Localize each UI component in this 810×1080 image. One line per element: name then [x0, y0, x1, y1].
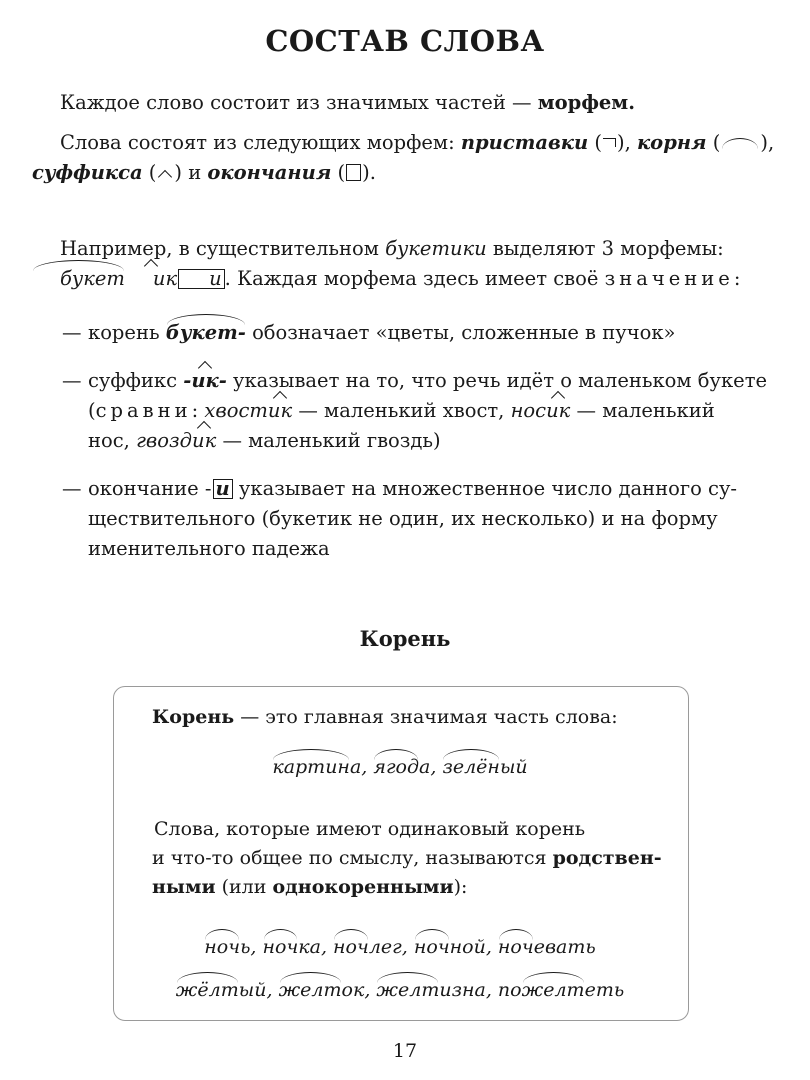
para-line: Слова, которые имеют одинаковый корень [154, 818, 586, 840]
and-word: и [188, 161, 202, 184]
word [333, 936, 408, 958]
word-root: желт [376, 976, 439, 1005]
list-item-suffix: — суффикс -ик- указывает на то, что речь идёт о маленьком букете (сравни: хвостик — маленький хвост, носик — маленький нос, гвоздик — маленький гвоздь) [62, 366, 774, 456]
word-root: ноч [333, 933, 369, 962]
morphemes-lead: Слова состоят из следующих морфем: [60, 131, 455, 154]
compare-word: сравни [95, 399, 192, 422]
ex-suffix: ик [192, 426, 216, 456]
definition-term: Корень [152, 706, 235, 728]
word-rest: изна, [439, 979, 492, 1001]
root-examples [114, 753, 686, 782]
word-root: ноч [498, 933, 534, 962]
ex-meaning: — маленький хвост, [298, 399, 505, 422]
para-bold: родствен- [552, 847, 662, 869]
word-root: картин [272, 753, 350, 782]
word [263, 936, 328, 958]
example-khvostik [204, 399, 292, 422]
word-rest: ка, [298, 936, 327, 958]
word-rest: лег, [368, 936, 408, 958]
list-line: ществительного (букетик не один, их несколько) и на форму [88, 507, 718, 530]
list-lead: суффикс [88, 369, 178, 392]
root-arc-icon [722, 138, 758, 149]
intro-paragraph [32, 88, 780, 118]
para-text: ): [453, 876, 468, 898]
list-line: указывает на множественное число данного су- [238, 477, 738, 500]
word [414, 936, 492, 958]
word-rest: ной, [449, 936, 492, 958]
related-row-noch [114, 933, 686, 962]
intro-text: Каждое слово состоит из значимых частей — [60, 91, 532, 114]
ex-root: гвозд [136, 429, 193, 452]
ex-line-start: нос, [88, 429, 130, 452]
word-root: жёлт [176, 976, 239, 1005]
word [373, 756, 436, 778]
word-root: ягод [373, 753, 419, 782]
parsed-root: букет [32, 264, 125, 294]
ex-suffix: ик [268, 396, 292, 426]
list-item-root [62, 318, 774, 348]
word-rest: ый [499, 756, 528, 778]
word-root: ноч [204, 933, 240, 962]
ex-meaning: — маленький [576, 399, 715, 422]
para-line: и что-то общее по смыслу, называются [152, 847, 547, 869]
word-root: желт [522, 976, 585, 1005]
spaced-word: значение [604, 267, 734, 290]
list-dash: — [62, 321, 82, 344]
list-rest: указывает на то, что речь идёт о маленьком букете [233, 369, 768, 392]
ex-root: хвост [204, 399, 268, 422]
word-rest: ок, [341, 979, 371, 1001]
colon: : [733, 267, 741, 290]
ending-box-icon [346, 164, 361, 181]
example-nosik [511, 399, 571, 422]
word-prefix: по [497, 979, 522, 1001]
morphemes-paragraph: Слова состоят из следующих морфем: приставки ( ), корня ( ), суффикса ( ) и окончания ( ). [32, 131, 775, 184]
related-words-paragraph [152, 815, 662, 902]
word-root: ноч [263, 933, 299, 962]
term-suffix: суффикса [32, 161, 143, 184]
word [272, 756, 367, 778]
definition-line [152, 703, 662, 732]
para-text: (или [221, 876, 267, 898]
intro-bold-term: морфем. [537, 91, 636, 114]
word-rest: евать [533, 936, 596, 958]
parsed-suffix: ик [125, 264, 177, 294]
ex-meaning: — маленький гвоздь) [222, 429, 441, 452]
example-text-2: выделяют 3 морфемы: [492, 237, 724, 260]
word-root: ноч [414, 933, 450, 962]
term-root: корня [636, 131, 707, 154]
list-line: именительного падежа [88, 537, 330, 560]
word [498, 979, 624, 1001]
word [176, 979, 273, 1001]
term-prefix: приставки [460, 131, 589, 154]
example-text: Например, в существительном [60, 237, 379, 260]
prefix-mark-icon [603, 138, 616, 147]
parsed-ending: и [178, 269, 225, 289]
list-dash: — [62, 477, 82, 500]
list-item-ending: — окончание - и указывает на множественное число данного су- ществительного (букетик не один, их несколько) и на форму именительного падежа [62, 474, 774, 564]
list-word-root: букет- [166, 318, 246, 348]
word-rest: а, [419, 756, 437, 778]
word-rest: еть [584, 979, 625, 1001]
list-lead: корень [88, 321, 160, 344]
page-title: СОСТАВ СЛОВА [265, 24, 545, 58]
term-ending: окончания [207, 161, 332, 184]
page-number: 17 [392, 1040, 418, 1062]
word [442, 756, 527, 778]
list-word-suffix: -ик- [183, 366, 227, 396]
related-row-zholt [114, 976, 686, 1005]
list-dash: — [62, 369, 82, 392]
word [498, 936, 596, 958]
example-paragraph [32, 234, 780, 294]
ex-root: нос [510, 399, 547, 422]
word [204, 936, 256, 958]
list-word-ending: и [213, 479, 233, 499]
word-rest: а, [349, 756, 368, 778]
parsed-word [32, 267, 225, 290]
word [376, 979, 491, 1001]
word [279, 979, 371, 1001]
example-word: букетики [385, 237, 487, 260]
section-heading: Корень [359, 626, 451, 651]
word-root: желт [279, 976, 342, 1005]
definition-box [113, 686, 689, 1021]
para-bold: однокоренными [272, 876, 454, 898]
list-lead: окончание [88, 477, 199, 500]
definition-text: — это главная значимая часть слова: [240, 706, 618, 728]
list-rest: обозначает «цветы, сложенные в пучок» [252, 321, 676, 344]
ex-suffix: ик [546, 396, 570, 426]
word-root: зелён [442, 753, 499, 782]
suffix-caret-icon [158, 170, 172, 184]
word-rest: ый, [238, 979, 273, 1001]
example-gvozdik [136, 429, 216, 452]
para-bold: ными [152, 876, 216, 898]
example-text-3: . Каждая морфема здесь имеет своё [224, 267, 599, 290]
word-rest: ь, [240, 936, 257, 958]
